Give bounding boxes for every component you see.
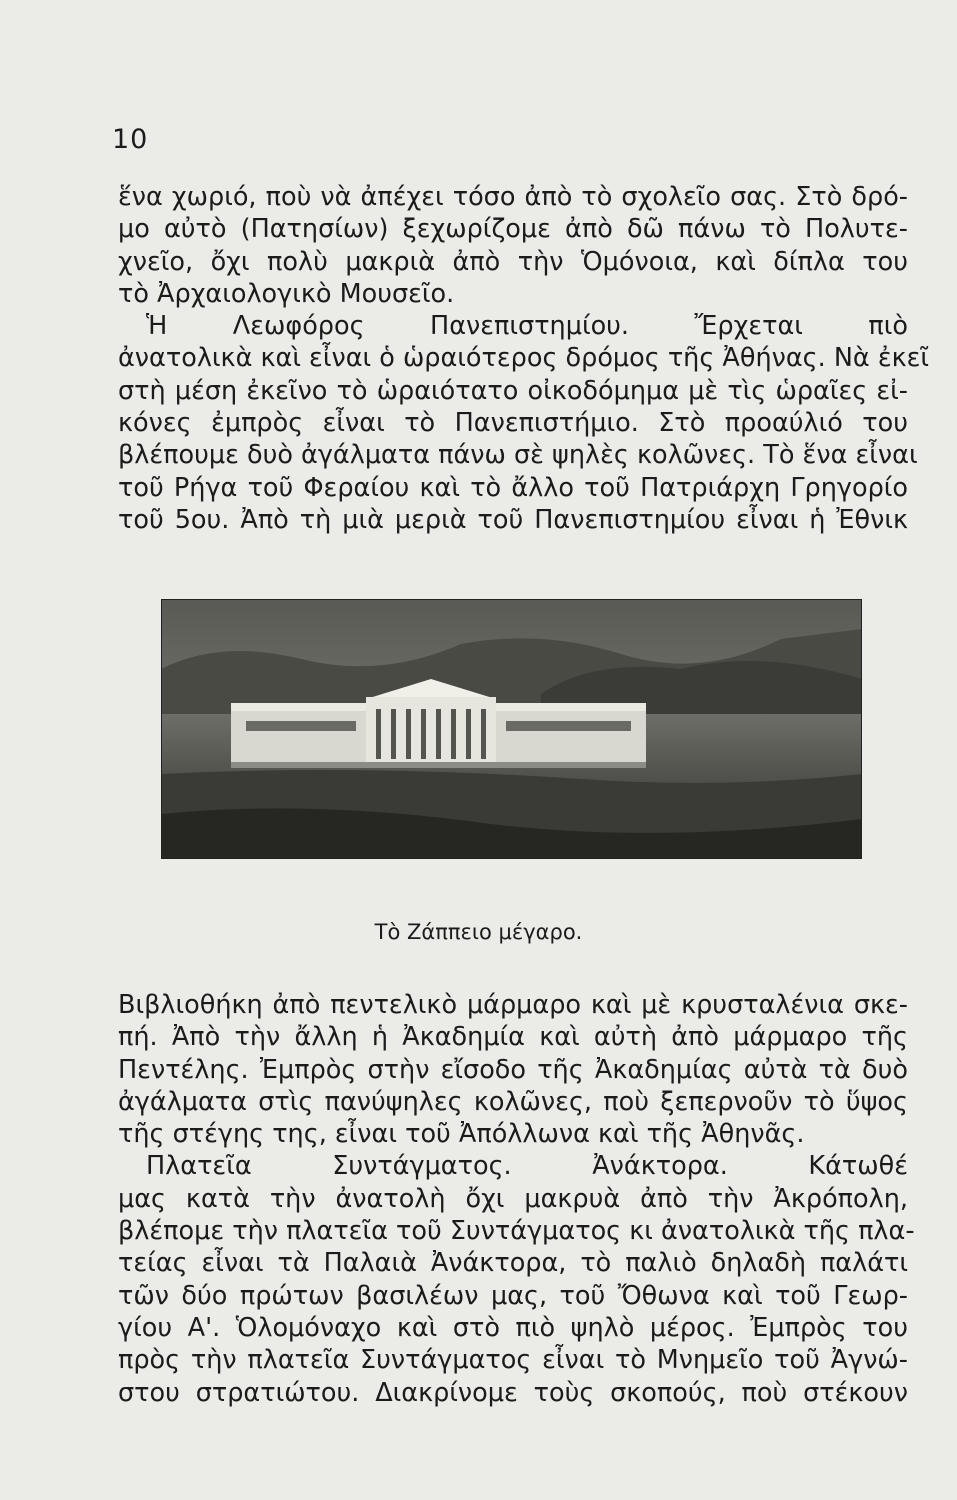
text-line: τῆς στέγης της, εἶναι τοῦ Ἀπόλλωνα καὶ τῆς Ἀθηνᾶς. [118,1119,805,1150]
text-line: πή. Ἀπὸ τὴν ἄλλη ἡ Ἀκαδημία καὶ αὐτὴ ἀπὸ μάρμαρο τῆς [118,1022,908,1053]
text-line: ἕνα χωριό, ποὺ νὰ ἀπέχει τόσο ἀπὸ τὸ σχολεῖο σας. Στὸ δρό- [118,182,908,212]
text-line: ἀγάλματα στὶς πανύψηλες κολῶνες, ποὺ ξεπερνοῦν τὸ ὕψος [118,1086,908,1117]
text-line: τὸ Ἀρχαιολογικὸ Μουσεῖο. [118,278,455,309]
zappeion-photo [161,599,862,859]
text-line: πρὸς τὴν πλατεῖα Συντάγματος εἶναι τὸ Μνημεῖο τοῦ Ἀγνώ- [118,1345,908,1376]
text-line: στου στρατιώτου. Διακρίνομε τοὺς σκοπούς, ποὺ στέκουν [118,1377,908,1408]
text-line: τοῦ 5ου. Ἀπὸ τὴ μιὰ μεριὰ τοῦ Πανεπιστημίου εἶναι ἡ Ἐθνικ [118,504,908,535]
text-line: Βιβλιοθήκη ἀπὸ πεντελικὸ μάρμαρο καὶ μὲ κρυσταλένια σκε- [118,990,908,1020]
text-line: μας κατὰ τὴν ἀνατολὴ ὄχι μακρυὰ ἀπὸ τὴν Ἀκρόπολη, [118,1183,908,1214]
figure-caption: Τὸ Ζάππειο μέγαρο. [374,920,583,944]
text-line: γίου Α'. Ὁλομόναχο καὶ στὸ πιὸ ψηλὸ μέρος. Ἐμπρὸς του [118,1312,908,1343]
paragraph-top [118,181,930,536]
section-heading-line: Ἡ Λεωφόρος Πανεπιστημίου. Ἔρχεται πιὸ [146,311,908,342]
text-line: τοῦ Ρήγα τοῦ Φεραίου καὶ τὸ ἄλλο τοῦ Πατριάρχη Γρηγορίο [118,472,908,503]
page-number: 10 [112,124,149,155]
text-line: Πεντέλης. Ἐμπρὸς στὴν εἴσοδο τῆς Ἀκαδημίας αὐτὰ τὰ δυὸ [118,1054,908,1085]
text-line: τείας εἶναι τὰ Παλαιὰ Ἀνάκτορα, τὸ παλιὸ δηλαδὴ παλάτι [118,1248,908,1279]
text-line: τῶν δύο πρώτων βασιλέων μας, τοῦ Ὄθωνα καὶ τοῦ Γεωρ- [118,1280,908,1311]
text-line: κόνες ἐμπρὸς εἶναι τὸ Πανεπιστήμιο. Στὸ προαύλιό του [118,408,908,439]
section-heading-line: Πλατεῖα Συντάγματος. Ἀνάκτορα. Κάτωθέ [146,1151,908,1182]
paragraph-bottom [118,989,915,1409]
text-line: βλέπομε τὴν πλατεῖα τοῦ Συντάγματος κι ἀνατολικὰ τῆς πλα- [118,1216,915,1247]
text-line: ἀνατολικὰ καὶ εἶναι ὁ ὡραιότερος δρόμος τῆς Ἀθήνας. Νὰ ἐκεῖ [118,343,930,374]
text-line: βλέπουμε δυὸ ἀγάλματα πάνω σὲ ψηλὲς κολῶνες. Τὸ ἕνα εἶναι [118,440,918,471]
text-line: χνεῖο, ὄχι πολὺ μακριὰ ἀπὸ τὴν Ὁμόνοια, καὶ δίπλα του [118,246,908,277]
text-line: μο αὐτὸ (Πατησίων) ξεχωρίζομε ἀπὸ δῶ πάνω τὸ Πολυτε- [118,214,908,245]
text-line: στὴ μέση ἐκεῖνο τὸ ὡραιότατο οἰκοδόμημα μὲ τὶς ὡραῖες εἰ- [118,375,908,406]
